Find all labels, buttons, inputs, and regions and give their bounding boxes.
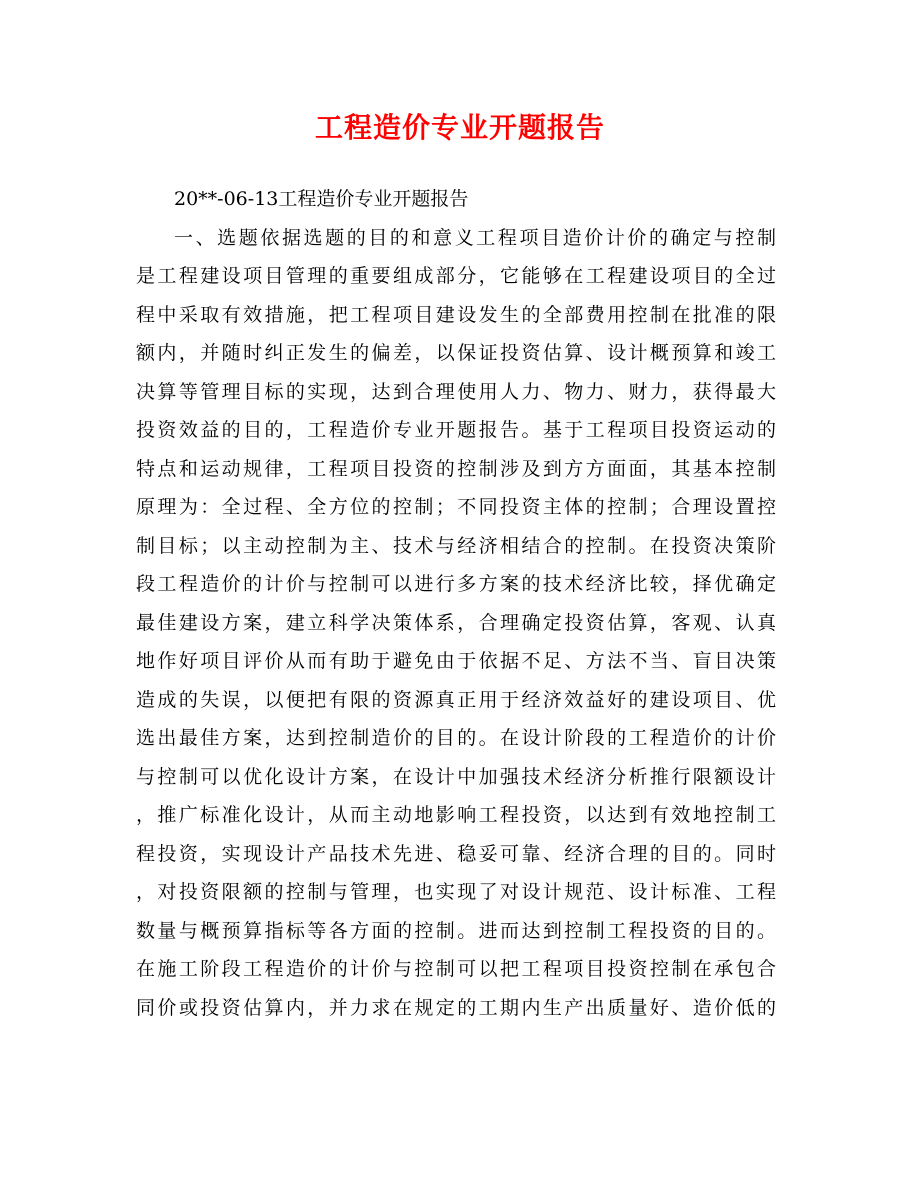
paragraph-line: 特点和运动规律，工程项目投资的控制涉及到方方面面，其基本控制 xyxy=(136,457,776,480)
paragraph-line: 造成的失误，以便把有限的资源真正用于经济效益好的建设项目、优 xyxy=(136,688,776,711)
document-subtitle: 20**-06-13工程造价专业开题报告 xyxy=(174,188,469,210)
paragraph-line: 地作好项目评价从而有助于避免由于依据不足、方法不当、盲目决策 xyxy=(136,650,776,672)
paragraph-line: 原理为：全过程、全方位的控制；不同投资主体的控制；合理设置控 xyxy=(136,496,776,518)
paragraph-line: 一、选题依据选题的目的和意义工程项目造价计价的确定与控制 xyxy=(174,226,776,249)
document-body xyxy=(136,180,776,1027)
paragraph-line: 选出最佳方案，达到控制造价的目的。在设计阶段的工程造价的计价 xyxy=(136,727,776,749)
document-title: 工程造价专业开题报告 xyxy=(314,111,605,144)
paragraph-line: 程中采取有效措施，把工程项目建设发生的全部费用控制在批准的限 xyxy=(136,303,776,326)
paragraph-line: 程投资，实现设计产品技术先进、稳妥可靠、经济合理的目的。同时 xyxy=(136,842,776,865)
paragraph-line: 制目标；以主动控制为主、技术与经济相结合的控制。在投资决策阶 xyxy=(136,534,776,557)
paragraph-line: 决算等管理目标的实现，达到合理使用人力、物力、财力，获得最大 xyxy=(136,380,776,403)
paragraph-line: 段工程造价的计价与控制可以进行多方案的技术经济比较，择优确定 xyxy=(136,573,776,595)
paragraph-line: 是工程建设项目管理的重要组成部分，它能够在工程建设项目的全过 xyxy=(136,265,776,287)
paragraph-line: ，对投资限额的控制与管理，也实现了对设计规范、设计标准、工程 xyxy=(136,881,776,903)
paragraph-line: 最佳建设方案，建立科学决策体系，合理确定投资估算，客观、认真 xyxy=(136,611,776,634)
paragraph-line: ，推广标准化设计，从而主动地影响工程投资，以达到有效地控制工 xyxy=(136,804,776,826)
paragraph-line: 与控制可以优化设计方案，在设计中加强技术经济分析推行限额设计 xyxy=(136,765,776,788)
paragraph-line: 额内，并随时纠正发生的偏差，以保证投资估算、设计概预算和竣工 xyxy=(136,342,776,364)
paragraph-line: 数量与概预算指标等各方面的控制。进而达到控制工程投资的目的。 xyxy=(136,919,776,942)
paragraph-line: 投资效益的目的，工程造价专业开题报告。基于工程项目投资运动的 xyxy=(136,419,776,441)
paragraph-line: 同价或投资估算内，并力求在规定的工期内生产出质量好、造价低的 xyxy=(136,996,776,1019)
paragraph-line: 在施工阶段工程造价的计价与控制可以把工程项目投资控制在承包合 xyxy=(136,958,776,980)
